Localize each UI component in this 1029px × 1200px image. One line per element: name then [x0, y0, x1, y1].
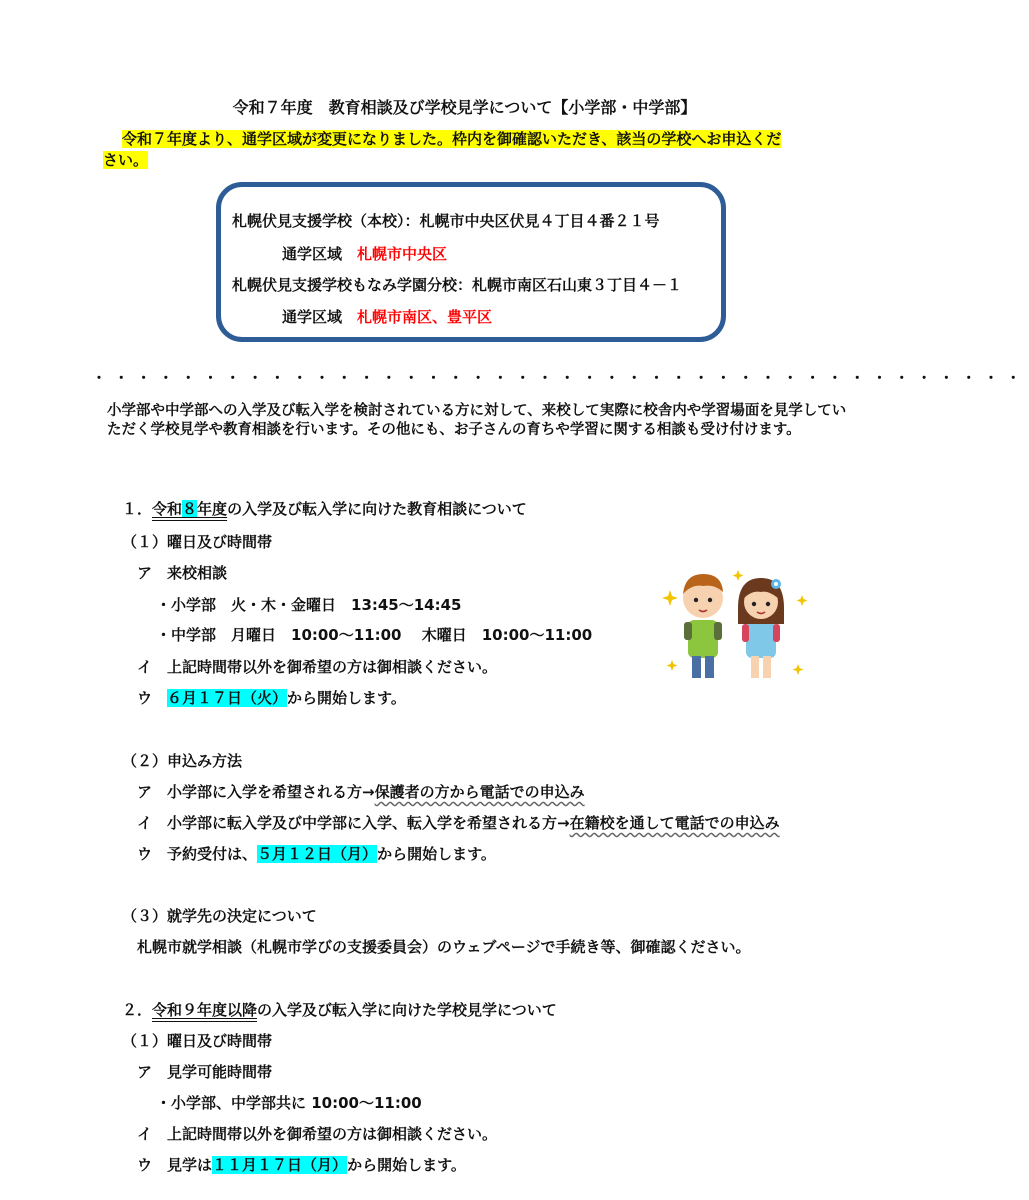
- s1-sub1-u: ウ ６月１７日（火）から開始します。: [137, 689, 406, 707]
- school-main-name: 札幌伏見支援学校（本校）：札幌市中央区伏見４丁目４番２１号: [232, 212, 660, 230]
- s2-sub1-i: イ 上記時間帯以外を御希望の方は御相談ください。: [137, 1125, 498, 1143]
- s1-sub3-title: （３）就学先の決定について: [122, 907, 317, 925]
- s1-sub1-title: （１）曜日及び時間帯: [122, 533, 273, 551]
- dotted-separator: ・・・・・・・・・・・・・・・・・・・・・・・・・・・・・・・・・・・・・・・・・・: [92, 371, 1029, 387]
- children-illustration: [660, 560, 810, 685]
- section-2-heading: ２．令和９年度以降の入学及び転入学に向けた学校見学について: [122, 1001, 557, 1019]
- page-title: 令和７年度 教育相談及び学校見学について【小学部・中学部】: [232, 98, 697, 117]
- s1-junior-high-hours: ・中学部 月曜日 10:00～11:00 木曜日 10:00～11:00: [156, 626, 593, 644]
- s2-sub1-u: ウ 見学は１１月１７日（月）から開始します。: [137, 1156, 466, 1174]
- s1-elementary-hours: ・小学部 火・木・金曜日 13:45～14:45: [156, 596, 462, 614]
- section-1-heading: １．令和８年度の入学及び転入学に向けた教育相談について: [122, 500, 527, 518]
- notice-line-1: 令和７年度より、通学区域が変更になりました。枠内を御確認いただき、該当の学校へお申込くだ: [122, 130, 782, 148]
- s1-sub3-text: 札幌市就学相談（札幌市学びの支援委員会）のウェブページで手続き等、御確認ください。: [137, 938, 751, 956]
- school-main-area: 通学区域 札幌市中央区: [282, 245, 448, 263]
- s2-both-hours: ・小学部、中学部共に 10:00～11:00: [156, 1094, 422, 1112]
- school-branch-name: 札幌伏見支援学校もなみ学園分校：札幌市南区石山東３丁目４－１: [232, 276, 683, 294]
- notice-line-2: さい。: [103, 151, 149, 169]
- s2-sub1-a: ア 見学可能時間帯: [137, 1063, 273, 1081]
- school-branch-area: 通学区域 札幌市南区、豊平区: [282, 308, 493, 326]
- s1-sub2-a: ア 小学部に入学を希望される方→保護者の方から電話での申込み: [137, 783, 585, 801]
- s2-sub1-title: （１）曜日及び時間帯: [122, 1032, 273, 1050]
- s1-sub2-title: （２）申込み方法: [122, 752, 243, 770]
- s1-sub2-u: ウ 予約受付は、５月１２日（月）から開始します。: [137, 845, 496, 863]
- s1-sub1-i: イ 上記時間帯以外を御希望の方は御相談ください。: [137, 658, 498, 676]
- s1-sub1-a: ア 来校相談: [137, 564, 228, 582]
- intro-paragraph: 小学部や中学部への入学及び転入学を検討されている方に対して、来校して実際に校舎内や学習場面を見学していただく学校見学や教育相談を行います。その他にも、お子さんの育ちや学習に関する相談も受け付けます。: [107, 403, 847, 438]
- s1-sub2-i: イ 小学部に転入学及び中学部に入学、転入学を希望される方→在籍校を通して電話での申込み: [137, 814, 780, 832]
